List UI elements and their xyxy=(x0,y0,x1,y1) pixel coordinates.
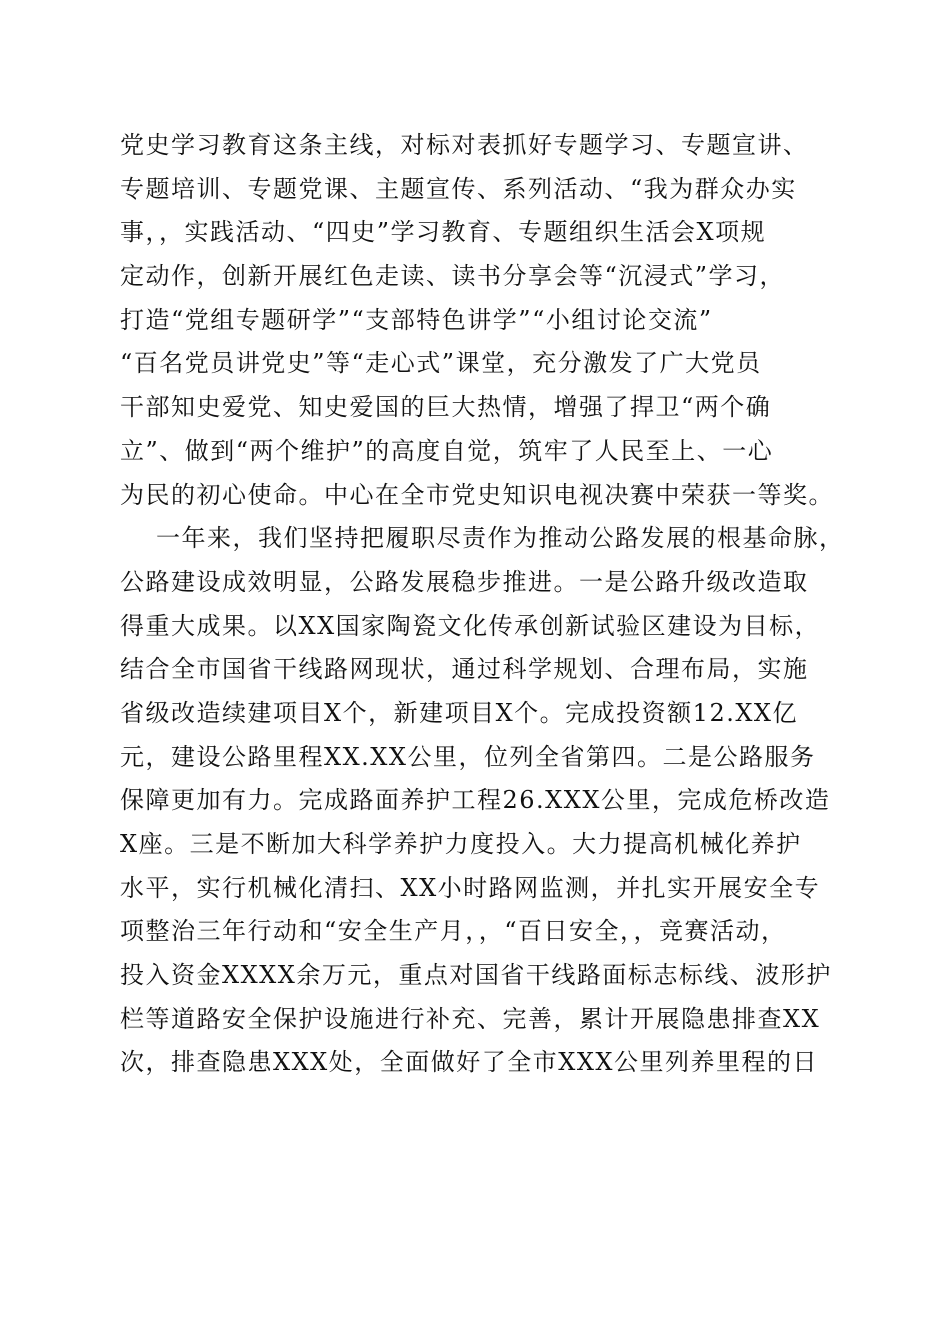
text-line: 元，建设公路里程XX.XX公里，位列全省第四。二是公路服务 xyxy=(120,742,816,771)
body-text xyxy=(120,124,845,1085)
text-line: 项整治三年行动和“安全生产月，，“百日安全，，竞赛活动， xyxy=(120,917,787,946)
text-line: 事，，实践活动、“四史”学习教育、专题组织生活会X项规 xyxy=(120,218,767,247)
text-line: 投入资金XXXX余万元，重点对国省干线路面标志标线、波形护 xyxy=(120,961,832,990)
text-line: “百名党员讲党史”等“走心式”课堂，充分激发了广大党员 xyxy=(120,349,762,378)
text-line: 专题培训、专题党课、主题宣传、系列活动、“我为群众办实 xyxy=(120,174,797,203)
text-line: 党史学习教育这条主线，对标对表抓好专题学习、专题宣讲、 xyxy=(120,131,809,159)
text-line: 公路建设成效明显，公路发展稳步推进。一是公路升级改造取 xyxy=(120,567,809,596)
text-line: 一年来，我们坚持把履职尽责作为推动公路发展的根基命脉， xyxy=(156,524,845,553)
text-line: 得重大成果。以XX国家陶瓷文化传承创新试验区建设为目标， xyxy=(120,611,821,640)
text-line: 省级改造续建项目X个，新建项目X个。完成投资额12.XX亿 xyxy=(120,698,799,727)
text-line: 栏等道路安全保护设施进行补充、完善，累计开展隐患排查XX xyxy=(120,1004,821,1033)
text-line: 为民的初心使命。中心在全市党史知识电视决赛中荣获一等奖。 xyxy=(120,480,834,509)
text-line: 保障更加有力。完成路面养护工程26.XXX公里，完成危桥改造 xyxy=(120,786,831,815)
text-line: X座。三是不断加大科学养护力度投入。大力提高机械化养护 xyxy=(120,830,802,858)
text-line: 结合全市国省干线路网现状，通过科学规划、合理布局，实施 xyxy=(120,655,809,684)
text-line: 干部知史爱党、知史爱国的巨大热情，增强了捍卫“两个确 xyxy=(120,393,772,422)
text-line: 打造“党组专题研学”“支部特色讲学”“小组讨论交流” xyxy=(120,305,713,334)
text-line: 立”、做到“两个维护”的高度自觉，筑牢了人民至上、一心 xyxy=(120,436,774,465)
text-line: 水平，实行机械化清扫、XX小时路网监测，并扎实开展安全专 xyxy=(120,873,821,902)
text-line: 定动作，创新开展红色走读、读书分享会等“沉浸式”学习， xyxy=(120,262,786,291)
text-line: 次，排查隐患XXX处，全面做好了全市XXX公里列养里程的日 xyxy=(120,1048,819,1077)
